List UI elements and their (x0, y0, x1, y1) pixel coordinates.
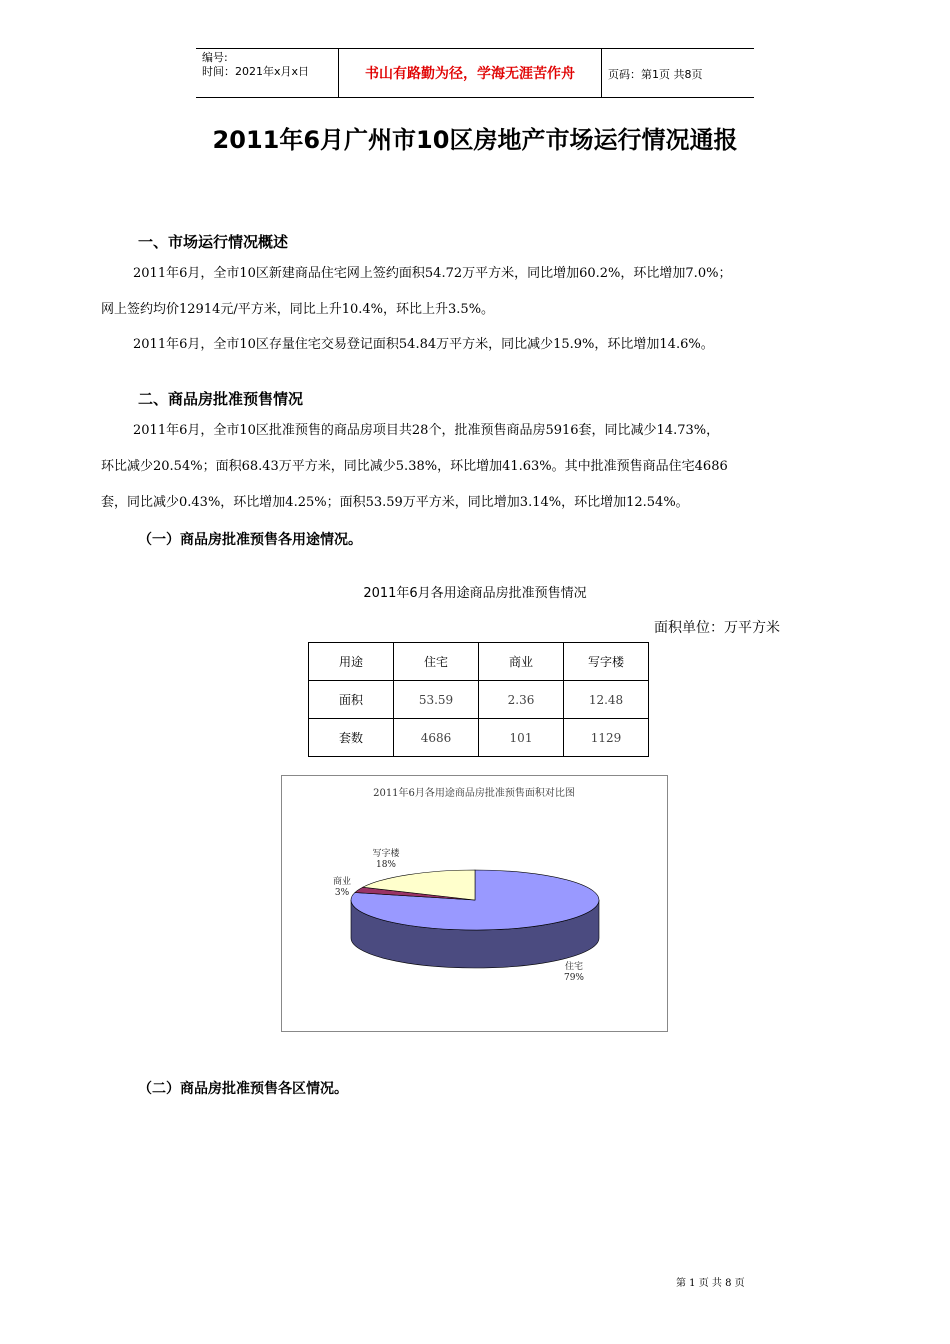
table-cell: 4686 (394, 719, 479, 757)
table-row (309, 719, 649, 757)
pie-label-percent: 79% (563, 973, 585, 983)
table-cell: 商业 (479, 643, 564, 681)
pie-label-category: 商业 (332, 877, 352, 887)
pie-chart-frame (281, 775, 668, 1032)
header-page: 页码：第1页 共8页 (608, 68, 703, 81)
table-cell: 用途 (309, 643, 394, 681)
table-row (309, 643, 649, 681)
section-1-p1-line1: 2011年6月，全市10区新建商品住宅网上签约面积54.72万平方米，同比增加60.2%，环比增加7.0%； (133, 266, 732, 281)
table-cell: 101 (479, 719, 564, 757)
section-1-p2: 2011年6月，全市10区存量住宅交易登记面积54.84万平方米，同比减少15.9%，环比增加14.6%。 (133, 337, 714, 352)
table-row (309, 681, 649, 719)
subsection-2-heading: （二）商品房批准预售各区情况。 (138, 1081, 348, 1097)
table-cell: 53.59 (394, 681, 479, 719)
table-cell: 面积 (309, 681, 394, 719)
chart-title: 2011年6月各用途商品房批准预售面积对比图 (373, 788, 575, 799)
table-title: 2011年6月各用途商品房批准预售情况 (363, 586, 587, 601)
table-cell: 住宅 (394, 643, 479, 681)
header-number: 编号: (202, 51, 228, 64)
section-2-heading: 二、商品房批准预售情况 (138, 390, 304, 408)
table-cell: 2.36 (479, 681, 564, 719)
table-cell: 1129 (564, 719, 649, 757)
subsection-1-heading: （一）商品房批准预售各用途情况。 (138, 532, 362, 548)
data-table (308, 642, 649, 757)
pie-chart (282, 776, 667, 1031)
table-cell: 12.48 (564, 681, 649, 719)
page-footer: 第 1 页 共 8 页 (676, 1278, 745, 1289)
pie-label-percent: 3% (334, 888, 350, 898)
header-motto: 书山有路勤为径，学海无涯苦作舟 (338, 49, 602, 97)
pie-label-category: 写字楼 (372, 849, 400, 859)
header-meta (202, 51, 309, 79)
section-1-p1-line2: 网上签约均价12914元/平方米，同比上升10.4%，环比上升3.5%。 (101, 302, 495, 317)
pie-label-category: 住宅 (564, 962, 584, 972)
section-2-p-line3: 套，同比减少0.43%，环比增加4.25%；面积53.59万平方米，同比增加3.14%，环比增加12.54%。 (101, 495, 689, 510)
document-title: 2011年6月广州市10区房地产市场运行情况通报 (212, 126, 738, 154)
header-time: 时间：2021年x月x日 (202, 65, 310, 78)
document-header (196, 48, 754, 98)
table-unit: 面积单位：万平方米 (654, 620, 780, 636)
table-cell: 套数 (309, 719, 394, 757)
section-2-p-line2: 环比减少20.54%；面积68.43万平方米，同比减少5.38%，环比增加41.63%。其中批准预售商品住宅4686 (101, 459, 728, 474)
section-1-heading: 一、市场运行情况概述 (138, 233, 289, 251)
table-cell: 写字楼 (564, 643, 649, 681)
pie-label-percent: 18% (375, 860, 397, 870)
section-2-p-line1: 2011年6月，全市10区批准预售的商品房项目共28个，批准预售商品房5916套，同比减少14.73%， (133, 423, 720, 438)
